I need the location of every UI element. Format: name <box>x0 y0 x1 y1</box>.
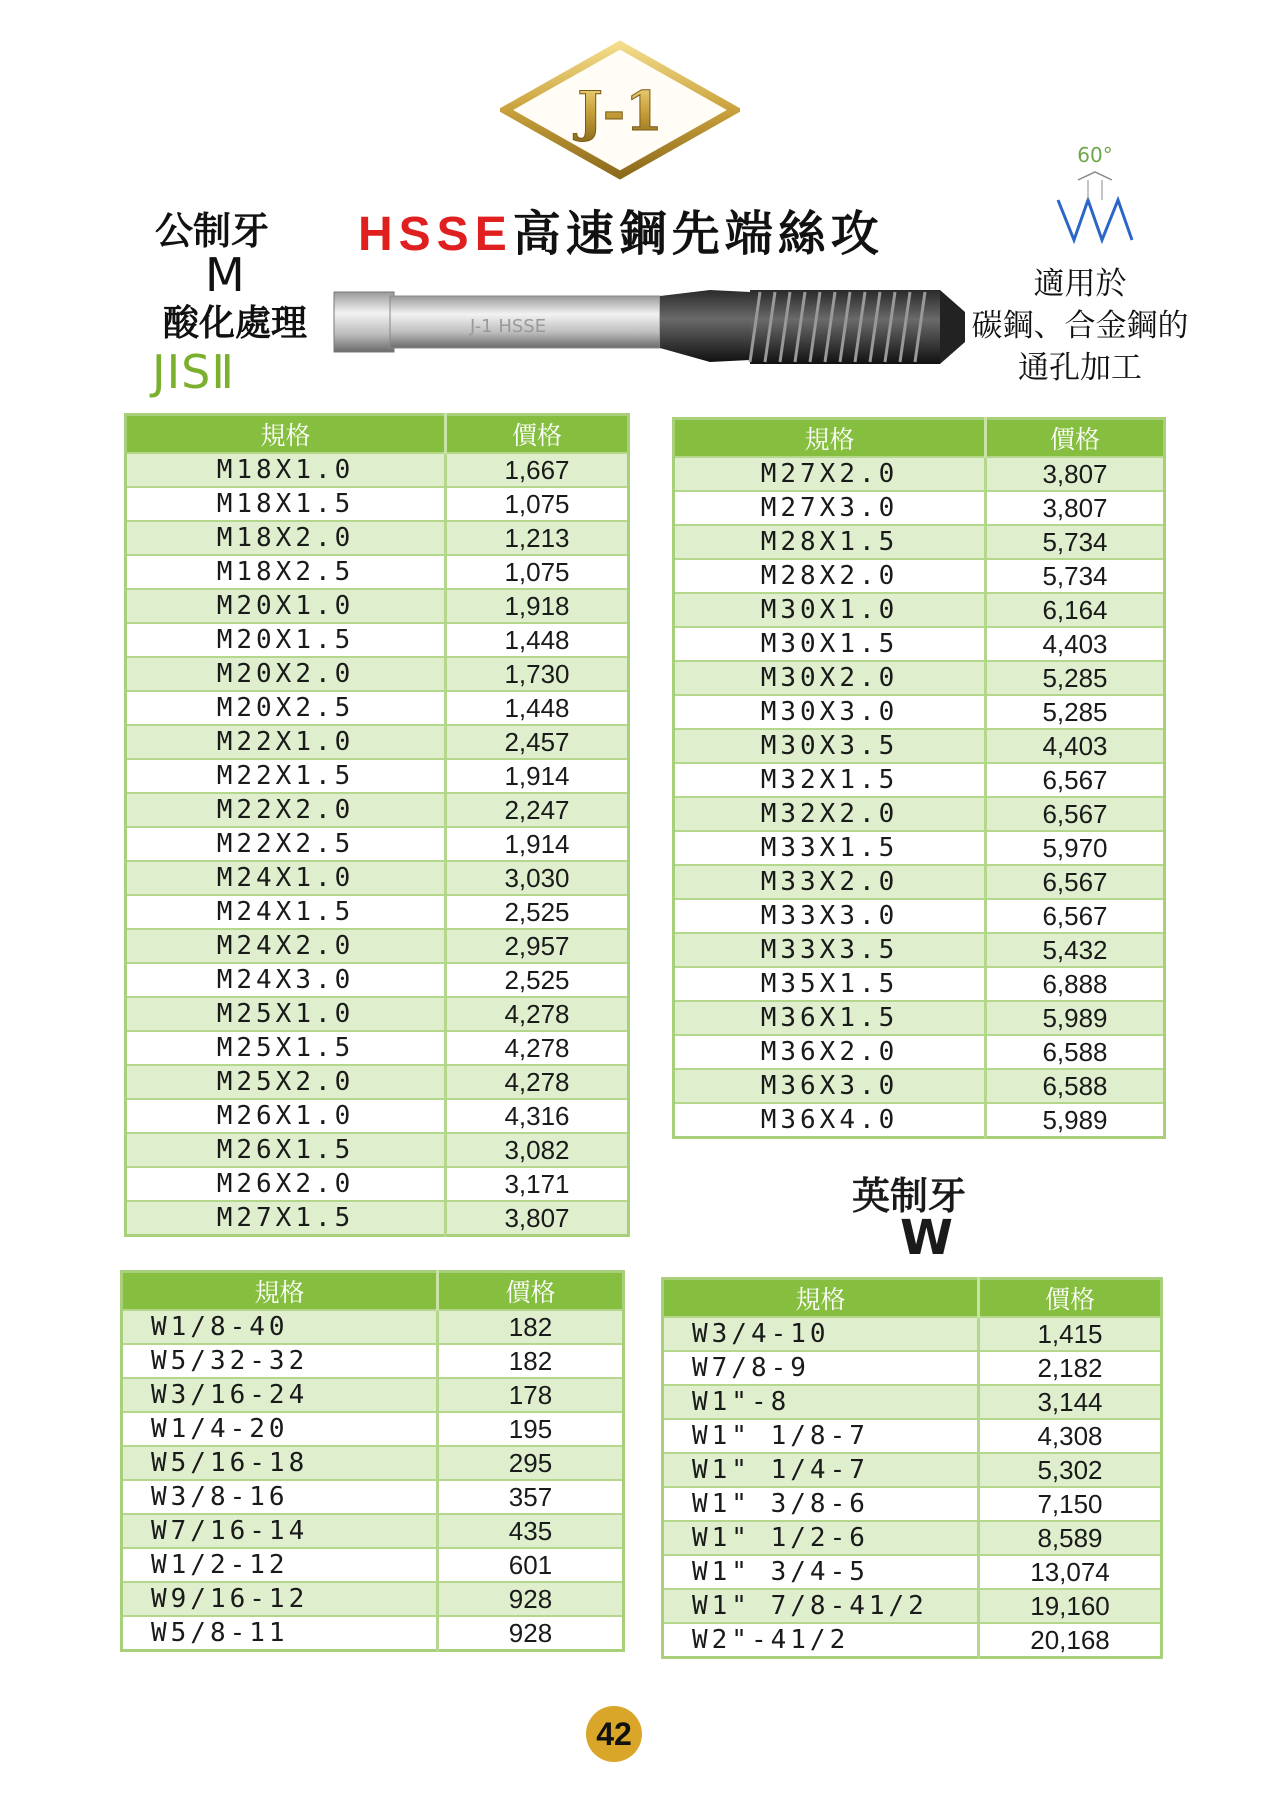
price-cell: 4,403 <box>986 729 1165 763</box>
table-row <box>126 1167 629 1201</box>
table-row <box>122 1582 624 1616</box>
thread-angle-label: 60° <box>1077 143 1113 167</box>
table-row <box>126 895 629 929</box>
whitworth-price-table-right <box>661 1277 1163 1659</box>
metric-price-table-left <box>124 413 630 1237</box>
table-row <box>126 1099 629 1133</box>
price-cell: 3,807 <box>986 491 1165 525</box>
price-cell: 435 <box>438 1514 624 1548</box>
table-row <box>663 1521 1162 1555</box>
table-row <box>663 1453 1162 1487</box>
table-row <box>126 555 629 589</box>
tap-illustration <box>330 282 970 392</box>
table-row <box>674 491 1165 525</box>
price-cell: 1,415 <box>979 1317 1162 1351</box>
table-row <box>674 729 1165 763</box>
table-row <box>126 997 629 1031</box>
table-row <box>663 1555 1162 1589</box>
table-row <box>126 963 629 997</box>
spec-cell: M36X2.0 <box>674 1035 986 1069</box>
price-cell: 5,302 <box>979 1453 1162 1487</box>
price-cell: 182 <box>438 1310 624 1344</box>
price-cell: 2,182 <box>979 1351 1162 1385</box>
price-cell: 4,278 <box>446 997 629 1031</box>
price-cell: 4,278 <box>446 1031 629 1065</box>
table-row <box>122 1378 624 1412</box>
table-row <box>122 1412 624 1446</box>
spec-cell: M22X1.5 <box>126 759 446 793</box>
spec-cell: M30X1.5 <box>674 627 986 661</box>
price-cell: 6,567 <box>986 797 1165 831</box>
spec-cell: M30X3.5 <box>674 729 986 763</box>
spec-cell: W1" 3/4-5 <box>663 1555 979 1589</box>
price-cell: 1,213 <box>446 521 629 555</box>
price-cell: 928 <box>438 1616 624 1651</box>
usage-line-1: 適用於 <box>1033 266 1127 302</box>
usage-description <box>945 263 1215 389</box>
table-row <box>674 593 1165 627</box>
table-row <box>126 487 629 521</box>
spec-cell: M30X3.0 <box>674 695 986 729</box>
imperial-thread-label: 英制牙 <box>852 1174 967 1218</box>
spec-cell: W1/2-12 <box>122 1548 438 1582</box>
price-cell: 19,160 <box>979 1589 1162 1623</box>
spec-cell: M33X1.5 <box>674 831 986 865</box>
table-row <box>126 1065 629 1099</box>
table-row <box>674 1035 1165 1069</box>
spec-cell: M22X1.0 <box>126 725 446 759</box>
table-row <box>122 1480 624 1514</box>
price-cell: 182 <box>438 1344 624 1378</box>
table-row <box>674 967 1165 1001</box>
spec-cell: W1"-8 <box>663 1385 979 1419</box>
spec-cell: M22X2.0 <box>126 793 446 827</box>
price-cell: 13,074 <box>979 1555 1162 1589</box>
treatment-label: 酸化處理 <box>163 303 308 344</box>
table-row <box>126 657 629 691</box>
whitworth-price-table-left <box>120 1270 625 1652</box>
spec-column-header: 規格 <box>122 1272 438 1311</box>
spec-cell: W5/32-32 <box>122 1344 438 1378</box>
table-row <box>674 695 1165 729</box>
price-cell: 3,171 <box>446 1167 629 1201</box>
spec-cell: M18X2.5 <box>126 555 446 589</box>
spec-cell: M27X2.0 <box>674 457 986 491</box>
spec-column-header: 規格 <box>126 415 446 454</box>
price-cell: 4,316 <box>446 1099 629 1133</box>
spec-cell: W1" 1/2-6 <box>663 1521 979 1555</box>
price-column-header: 價格 <box>446 415 629 454</box>
usage-line-2: 碳鋼、合金鋼的 <box>971 308 1189 344</box>
page-number-badge: 42 <box>586 1706 642 1762</box>
price-cell: 5,734 <box>986 559 1165 593</box>
table-row <box>126 861 629 895</box>
price-cell: 1,448 <box>446 691 629 725</box>
spec-cell: M33X2.0 <box>674 865 986 899</box>
price-cell: 5,989 <box>986 1001 1165 1035</box>
imperial-thread-symbol: W <box>900 1210 953 1266</box>
table-row <box>122 1310 624 1344</box>
spec-cell: M35X1.5 <box>674 967 986 1001</box>
table-row <box>126 793 629 827</box>
spec-cell: M24X3.0 <box>126 963 446 997</box>
spec-cell: W7/8-9 <box>663 1351 979 1385</box>
table-row <box>674 1069 1165 1103</box>
spec-cell: W1/8-40 <box>122 1310 438 1344</box>
spec-cell: W1" 1/8-7 <box>663 1419 979 1453</box>
spec-cell: M18X2.0 <box>126 521 446 555</box>
spec-cell: M36X4.0 <box>674 1103 986 1138</box>
price-cell: 6,567 <box>986 899 1165 933</box>
table-row <box>663 1623 1162 1658</box>
table-row <box>674 763 1165 797</box>
title-text: 高速鋼先端絲攻 <box>512 206 884 262</box>
price-cell: 928 <box>438 1582 624 1616</box>
price-cell: 6,164 <box>986 593 1165 627</box>
price-cell: 6,888 <box>986 967 1165 1001</box>
logo-text: J-1 <box>577 79 663 143</box>
metric-thread-symbol: M <box>205 248 245 302</box>
price-cell: 1,914 <box>446 759 629 793</box>
price-cell: 1,918 <box>446 589 629 623</box>
usage-line-3: 通孔加工 <box>1018 350 1142 386</box>
table-row <box>663 1385 1162 1419</box>
table-row <box>126 929 629 963</box>
spec-cell: W7/16-14 <box>122 1514 438 1548</box>
price-cell: 2,457 <box>446 725 629 759</box>
table-row <box>674 559 1165 593</box>
spec-cell: M30X2.0 <box>674 661 986 695</box>
table-row <box>126 827 629 861</box>
price-cell: 357 <box>438 1480 624 1514</box>
table-row <box>674 661 1165 695</box>
price-column-header: 價格 <box>438 1272 624 1311</box>
price-cell: 6,588 <box>986 1069 1165 1103</box>
price-cell: 3,144 <box>979 1385 1162 1419</box>
price-cell: 5,989 <box>986 1103 1165 1138</box>
spec-cell: W3/8-16 <box>122 1480 438 1514</box>
table-row <box>674 865 1165 899</box>
spec-column-header: 規格 <box>663 1279 979 1318</box>
spec-cell: W3/16-24 <box>122 1378 438 1412</box>
price-cell: 1,075 <box>446 555 629 589</box>
price-cell: 4,403 <box>986 627 1165 661</box>
spec-cell: M18X1.5 <box>126 487 446 521</box>
spec-cell: M20X1.5 <box>126 623 446 657</box>
spec-cell: M20X1.0 <box>126 589 446 623</box>
price-cell: 8,589 <box>979 1521 1162 1555</box>
price-column-header: 價格 <box>979 1279 1162 1318</box>
price-cell: 1,448 <box>446 623 629 657</box>
metric-price-table-right <box>672 417 1166 1139</box>
price-cell: 5,432 <box>986 933 1165 967</box>
table-row <box>674 525 1165 559</box>
table-row <box>126 1031 629 1065</box>
price-cell: 295 <box>438 1446 624 1480</box>
spec-cell: M25X1.5 <box>126 1031 446 1065</box>
spec-cell: W1" 7/8-41/2 <box>663 1589 979 1623</box>
table-row <box>674 797 1165 831</box>
price-cell: 5,285 <box>986 695 1165 729</box>
spec-cell: M20X2.0 <box>126 657 446 691</box>
table-row <box>122 1616 624 1651</box>
spec-cell: M36X1.5 <box>674 1001 986 1035</box>
table-row <box>674 899 1165 933</box>
table-row <box>126 1201 629 1236</box>
table-row <box>126 521 629 555</box>
spec-cell: M27X1.5 <box>126 1201 446 1236</box>
spec-cell: M25X2.0 <box>126 1065 446 1099</box>
spec-cell: W5/16-18 <box>122 1446 438 1480</box>
price-cell: 7,150 <box>979 1487 1162 1521</box>
table-row <box>126 623 629 657</box>
table-row <box>674 457 1165 491</box>
spec-cell: W1" 1/4-7 <box>663 1453 979 1487</box>
price-cell: 1,730 <box>446 657 629 691</box>
spec-cell: M28X2.0 <box>674 559 986 593</box>
table-row <box>126 589 629 623</box>
price-cell: 6,567 <box>986 763 1165 797</box>
spec-cell: M18X1.0 <box>126 453 446 487</box>
table-row <box>126 759 629 793</box>
spec-cell: W2"-41/2 <box>663 1623 979 1658</box>
spec-cell: M25X1.0 <box>126 997 446 1031</box>
price-cell: 5,970 <box>986 831 1165 865</box>
price-cell: 195 <box>438 1412 624 1446</box>
price-cell: 20,168 <box>979 1623 1162 1658</box>
title-hsse: HSSE <box>358 208 513 261</box>
table-row <box>674 1103 1165 1138</box>
table-row <box>122 1344 624 1378</box>
table-row <box>674 627 1165 661</box>
spec-cell: M28X1.5 <box>674 525 986 559</box>
table-row <box>674 1001 1165 1035</box>
table-row <box>122 1514 624 1548</box>
price-cell: 4,278 <box>446 1065 629 1099</box>
price-cell: 3,807 <box>986 457 1165 491</box>
price-cell: 601 <box>438 1548 624 1582</box>
spec-cell: M32X2.0 <box>674 797 986 831</box>
price-cell: 2,525 <box>446 895 629 929</box>
spec-cell: W1/4-20 <box>122 1412 438 1446</box>
spec-cell: M26X1.5 <box>126 1133 446 1167</box>
thread-angle-60-icon <box>1050 140 1140 250</box>
price-cell: 5,285 <box>986 661 1165 695</box>
price-cell: 2,957 <box>446 929 629 963</box>
spec-cell: W5/8-11 <box>122 1616 438 1651</box>
price-cell: 1,914 <box>446 827 629 861</box>
spec-cell: M33X3.5 <box>674 933 986 967</box>
price-cell: 3,807 <box>446 1201 629 1236</box>
price-cell: 3,030 <box>446 861 629 895</box>
price-cell: 178 <box>438 1378 624 1412</box>
spec-cell: M20X2.5 <box>126 691 446 725</box>
spec-cell: M30X1.0 <box>674 593 986 627</box>
spec-cell: M26X1.0 <box>126 1099 446 1133</box>
price-cell: 1,667 <box>446 453 629 487</box>
price-cell: 5,734 <box>986 525 1165 559</box>
j1-logo <box>500 40 740 180</box>
table-row <box>126 453 629 487</box>
price-cell: 4,308 <box>979 1419 1162 1453</box>
spec-cell: M32X1.5 <box>674 763 986 797</box>
price-cell: 6,567 <box>986 865 1165 899</box>
price-cell: 3,082 <box>446 1133 629 1167</box>
price-column-header: 價格 <box>986 419 1165 458</box>
table-row <box>663 1317 1162 1351</box>
table-row <box>663 1487 1162 1521</box>
spec-cell: W1" 3/8-6 <box>663 1487 979 1521</box>
table-row <box>663 1351 1162 1385</box>
spec-cell: M22X2.5 <box>126 827 446 861</box>
spec-cell: M24X2.0 <box>126 929 446 963</box>
table-row <box>663 1419 1162 1453</box>
table-row <box>126 691 629 725</box>
price-cell: 1,075 <box>446 487 629 521</box>
spec-column-header: 規格 <box>674 419 986 458</box>
table-row <box>674 831 1165 865</box>
spec-cell: M33X3.0 <box>674 899 986 933</box>
table-row <box>674 933 1165 967</box>
tap-marking: J-1 HSSE <box>470 316 547 337</box>
spec-cell: W3/4-10 <box>663 1317 979 1351</box>
price-cell: 2,525 <box>446 963 629 997</box>
table-row <box>126 725 629 759</box>
metric-thread-label: 公制牙 <box>155 209 270 253</box>
price-cell: 6,588 <box>986 1035 1165 1069</box>
jis-standard-label: JISⅡ <box>152 345 235 399</box>
table-row <box>122 1446 624 1480</box>
spec-cell: M24X1.5 <box>126 895 446 929</box>
page-title <box>358 195 884 264</box>
table-row <box>122 1548 624 1582</box>
spec-cell: M27X3.0 <box>674 491 986 525</box>
spec-cell: M36X3.0 <box>674 1069 986 1103</box>
price-cell: 2,247 <box>446 793 629 827</box>
table-row <box>126 1133 629 1167</box>
spec-cell: M24X1.0 <box>126 861 446 895</box>
spec-cell: M26X2.0 <box>126 1167 446 1201</box>
spec-cell: W9/16-12 <box>122 1582 438 1616</box>
table-row <box>663 1589 1162 1623</box>
